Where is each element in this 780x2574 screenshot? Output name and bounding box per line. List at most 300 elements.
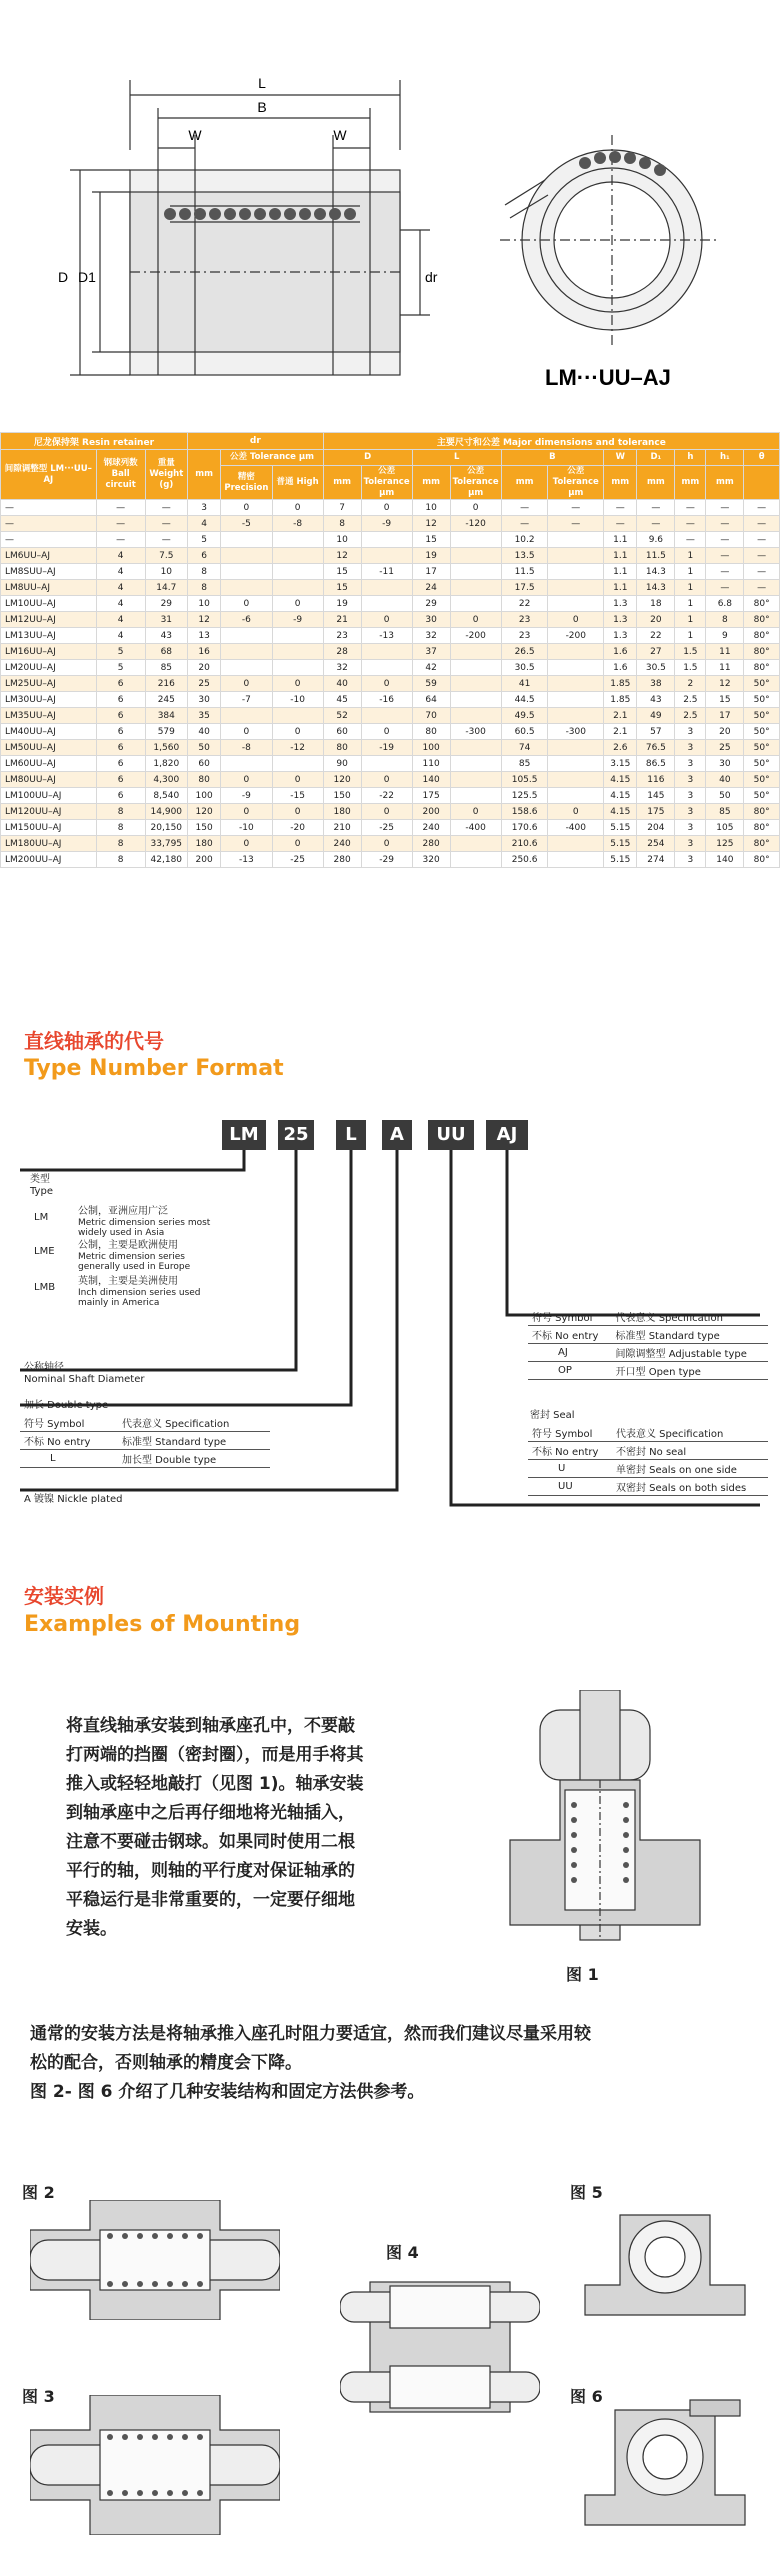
table-cell: 0 <box>272 596 323 612</box>
table-cell <box>272 660 323 676</box>
type-code: LME <box>34 1246 55 1257</box>
table-cell: 0 <box>272 772 323 788</box>
double-row-0-spec: 标准型 Standard type <box>118 1432 270 1450</box>
table-cell: 6 <box>187 548 220 564</box>
table-cell <box>450 596 501 612</box>
table-cell: 57 <box>637 724 675 740</box>
table-cell: 100 <box>412 740 450 756</box>
table-cell: 8,540 <box>145 788 187 804</box>
table-cell: 320 <box>412 852 450 868</box>
table-cell: 274 <box>637 852 675 868</box>
seal-row-2-spec: 双密封 Seals on both sides <box>612 1478 768 1496</box>
table-cell: 1.3 <box>604 628 637 644</box>
table-cell: — <box>706 564 744 580</box>
header-dr-mm: mm <box>187 450 220 500</box>
header-h1-mm: mm <box>706 466 744 500</box>
table-cell: 22 <box>637 628 675 644</box>
table-cell: -10 <box>272 692 323 708</box>
table-cell: LM180UU–AJ <box>1 836 97 852</box>
table-cell: 80° <box>744 820 780 836</box>
table-cell: 9.6 <box>637 532 675 548</box>
table-cell: 180 <box>323 804 361 820</box>
table-cell: 17.5 <box>501 580 548 596</box>
table-cell: 40 <box>323 676 361 692</box>
table-cell: 50° <box>744 724 780 740</box>
table-cell <box>450 852 501 868</box>
table-cell: LM100UU–AJ <box>1 788 97 804</box>
table-row <box>1 580 780 596</box>
seal-row-1-symbol: U <box>528 1460 612 1478</box>
header-ball-circuit: 钢球列数 Ball circuit <box>96 450 145 500</box>
table-cell: 30.5 <box>637 660 675 676</box>
header-h: h <box>675 450 706 466</box>
table-cell: 150 <box>187 820 220 836</box>
table-cell <box>272 564 323 580</box>
table-cell <box>450 740 501 756</box>
code-box-2: L <box>336 1120 366 1150</box>
type-desc-en: Metric dimension series most widely used in Asia <box>78 1218 211 1238</box>
table-cell: — <box>744 500 780 516</box>
table-cell: 5.15 <box>604 820 637 836</box>
table-cell: 6 <box>96 740 145 756</box>
spec-table-body <box>1 500 780 868</box>
table-cell: — <box>637 500 675 516</box>
dim-L: L <box>258 75 266 91</box>
table-cell <box>361 596 412 612</box>
table-cell: 32 <box>412 628 450 644</box>
table-cell: — <box>706 580 744 596</box>
table-cell <box>548 660 604 676</box>
table-cell: 1.6 <box>604 660 637 676</box>
table-cell: 43 <box>145 628 187 644</box>
table-cell: 216 <box>145 676 187 692</box>
table-cell: — <box>501 516 548 532</box>
table-cell: — <box>604 500 637 516</box>
table-cell: 120 <box>187 804 220 820</box>
table-cell: — <box>96 516 145 532</box>
header-precision: 精密 Precision <box>221 466 272 500</box>
table-cell: 2.1 <box>604 708 637 724</box>
table-cell: 140 <box>412 772 450 788</box>
double-row-0-symbol: 不标 No entry <box>20 1432 118 1450</box>
table-cell: 59 <box>412 676 450 692</box>
table-cell: 1.85 <box>604 676 637 692</box>
header-high: 普通 High <box>272 466 323 500</box>
table-cell <box>361 532 412 548</box>
table-cell: 12 <box>187 612 220 628</box>
dim-W-right: W <box>333 127 347 143</box>
header-h-mm: mm <box>675 466 706 500</box>
table-cell <box>450 756 501 772</box>
table-cell: 3 <box>675 820 706 836</box>
table-cell: 20 <box>637 612 675 628</box>
table-cell: 8 <box>96 852 145 868</box>
table-cell: 4 <box>96 564 145 580</box>
table-cell: 30 <box>187 692 220 708</box>
table-cell <box>548 756 604 772</box>
table-cell: 80° <box>744 852 780 868</box>
header-B: B <box>501 450 603 466</box>
table-cell: -20 <box>272 820 323 836</box>
table-cell: 25 <box>706 740 744 756</box>
table-cell <box>450 788 501 804</box>
table-cell: 150 <box>323 788 361 804</box>
table-cell: 50° <box>744 740 780 756</box>
adj-table <box>528 1308 768 1380</box>
table-cell: 2.1 <box>604 724 637 740</box>
table-row <box>1 772 780 788</box>
code-box-5: AJ <box>486 1120 528 1150</box>
table-cell <box>450 692 501 708</box>
table-cell: 50 <box>706 788 744 804</box>
table-cell: 15 <box>412 532 450 548</box>
table-cell: 12 <box>706 676 744 692</box>
double-title: 加长 Double type <box>24 1400 109 1411</box>
table-cell: 10 <box>145 564 187 580</box>
table-cell: — <box>744 532 780 548</box>
header-h1: h₁ <box>706 450 744 466</box>
table-cell: -19 <box>361 740 412 756</box>
table-cell: 1 <box>675 580 706 596</box>
table-cell: 1.6 <box>604 644 637 660</box>
table-cell: 0 <box>272 500 323 516</box>
table-row <box>1 628 780 644</box>
table-cell: 26.5 <box>501 644 548 660</box>
double-row-1-spec: 加长型 Double type <box>118 1450 270 1468</box>
type-header-cn: 类型 <box>30 1174 50 1185</box>
table-row <box>1 596 780 612</box>
table-cell: 100 <box>187 788 220 804</box>
table-cell <box>272 708 323 724</box>
table-cell: 3 <box>675 740 706 756</box>
table-cell: — <box>744 548 780 564</box>
table-cell: -120 <box>450 516 501 532</box>
dim-D1: D1 <box>78 269 96 285</box>
table-cell <box>361 756 412 772</box>
table-cell: — <box>706 516 744 532</box>
table-cell: 11.5 <box>637 548 675 564</box>
table-cell: 35 <box>187 708 220 724</box>
table-cell: 0 <box>361 500 412 516</box>
code-box-1: 25 <box>278 1120 314 1150</box>
table-cell: 1.3 <box>604 596 637 612</box>
table-cell <box>221 580 272 596</box>
table-cell: 30 <box>706 756 744 772</box>
table-cell: -8 <box>221 740 272 756</box>
table-cell <box>548 596 604 612</box>
table-cell: 23 <box>501 612 548 628</box>
table-cell: 80° <box>744 628 780 644</box>
table-cell: -9 <box>272 612 323 628</box>
table-cell: 1 <box>675 564 706 580</box>
table-cell <box>221 628 272 644</box>
table-cell: 70 <box>412 708 450 724</box>
table-cell: 50° <box>744 676 780 692</box>
table-cell <box>450 772 501 788</box>
table-cell: 125.5 <box>501 788 548 804</box>
table-cell <box>221 756 272 772</box>
mounting-paragraph-2 <box>30 2020 760 2107</box>
table-row <box>1 532 780 548</box>
table-cell: 37 <box>412 644 450 660</box>
type-header-en: Type <box>30 1186 53 1197</box>
table-cell: LM60UU–AJ <box>1 756 97 772</box>
adj-row-1-symbol: AJ <box>528 1344 612 1362</box>
table-cell: 0 <box>361 836 412 852</box>
table-cell: 0 <box>450 612 501 628</box>
table-cell: 14.3 <box>637 580 675 596</box>
table-cell: 1.1 <box>604 580 637 596</box>
table-cell: 80° <box>744 660 780 676</box>
table-cell: 19 <box>323 596 361 612</box>
table-row <box>1 804 780 820</box>
table-cell: 50° <box>744 788 780 804</box>
table-cell: — <box>675 516 706 532</box>
table-cell: 0 <box>221 500 272 516</box>
table-cell: 4 <box>96 596 145 612</box>
table-cell <box>548 676 604 692</box>
table-cell <box>272 532 323 548</box>
table-cell: -25 <box>272 852 323 868</box>
table-cell: 0 <box>221 724 272 740</box>
table-cell: 0 <box>221 836 272 852</box>
table-cell: 25 <box>187 676 220 692</box>
table-cell: 5.15 <box>604 836 637 852</box>
table-cell: 250.6 <box>501 852 548 868</box>
table-cell <box>272 628 323 644</box>
fig3-label: 图 3 <box>22 2387 55 2406</box>
table-cell: 245 <box>145 692 187 708</box>
seal-head-spec: 代表意义 Specification <box>612 1424 768 1442</box>
table-cell: 2 <box>675 676 706 692</box>
table-cell: 80° <box>744 612 780 628</box>
table-cell: 80 <box>323 740 361 756</box>
table-cell: 80° <box>744 804 780 820</box>
double-head-spec: 代表意义 Specification <box>118 1414 270 1432</box>
mounting-paragraph-1 <box>66 1712 486 1944</box>
header-dr: dr <box>187 433 323 450</box>
table-cell: 80 <box>187 772 220 788</box>
table-cell: -10 <box>221 820 272 836</box>
adj-row-2-symbol: OP <box>528 1362 612 1380</box>
table-cell: 240 <box>412 820 450 836</box>
table-cell: 31 <box>145 612 187 628</box>
table-cell <box>361 660 412 676</box>
figure-6-drawing <box>580 2395 750 2535</box>
table-cell <box>361 580 412 596</box>
table-cell: 110 <box>412 756 450 772</box>
table-cell: 210 <box>323 820 361 836</box>
table-cell: 0 <box>361 676 412 692</box>
table-cell: 0 <box>221 596 272 612</box>
table-cell: 20,150 <box>145 820 187 836</box>
table-cell: 41 <box>501 676 548 692</box>
table-cell <box>450 532 501 548</box>
table-cell: 1.1 <box>604 548 637 564</box>
para1-line: 注意不要碰击钢球。如果同时使用二根 <box>66 1832 355 1852</box>
table-cell: 52 <box>323 708 361 724</box>
table-cell: 90 <box>323 756 361 772</box>
table-cell: 20 <box>706 724 744 740</box>
table-cell: 4 <box>187 516 220 532</box>
table-cell: -300 <box>548 724 604 740</box>
adj-row-0-spec: 标准型 Standard type <box>612 1326 768 1344</box>
table-cell: LM30UU–AJ <box>1 692 97 708</box>
table-cell <box>221 532 272 548</box>
table-cell: — <box>145 532 187 548</box>
table-cell: 60 <box>323 724 361 740</box>
table-cell: 175 <box>637 804 675 820</box>
table-cell: 6 <box>96 756 145 772</box>
table-cell: 85 <box>145 660 187 676</box>
dim-D: D <box>58 269 69 285</box>
header-theta: θ <box>744 450 780 466</box>
table-cell: 23 <box>323 628 361 644</box>
table-cell: 6 <box>96 724 145 740</box>
spec-table <box>0 432 780 868</box>
table-cell: LM80UU–AJ <box>1 772 97 788</box>
table-cell: LM120UU–AJ <box>1 804 97 820</box>
table-cell: LM12UU–AJ <box>1 612 97 628</box>
table-cell: 3 <box>675 756 706 772</box>
fig1-label: 图 1 <box>566 1965 599 1984</box>
table-row <box>1 516 780 532</box>
table-cell: — <box>744 580 780 596</box>
table-cell: 33,795 <box>145 836 187 852</box>
code-box-0: LM <box>222 1120 266 1150</box>
double-row-1-symbol: L <box>20 1450 118 1468</box>
table-cell: 4 <box>96 548 145 564</box>
table-row <box>1 756 780 772</box>
para1-line: 到轴承座中之后再仔细地将光轴插入， <box>66 1803 355 1823</box>
table-cell: 3 <box>675 724 706 740</box>
table-cell: -29 <box>361 852 412 868</box>
table-cell: 5 <box>187 532 220 548</box>
table-cell: 40 <box>706 772 744 788</box>
table-cell: LM200UU–AJ <box>1 852 97 868</box>
table-row <box>1 692 780 708</box>
table-cell: 15 <box>706 692 744 708</box>
table-cell: 175 <box>412 788 450 804</box>
table-cell: 0 <box>221 676 272 692</box>
table-cell: 200 <box>187 852 220 868</box>
table-cell: 0 <box>272 724 323 740</box>
table-cell: 6 <box>96 692 145 708</box>
seal-head-symbol: 符号 Symbol <box>528 1424 612 1442</box>
table-cell: 12 <box>323 548 361 564</box>
table-cell: 4 <box>96 580 145 596</box>
fig2-label: 图 2 <box>22 2183 55 2202</box>
table-cell <box>548 788 604 804</box>
table-cell: 42 <box>412 660 450 676</box>
fig4-label: 图 4 <box>386 2243 419 2262</box>
adj-head-spec: 代表意义 Specification <box>612 1308 768 1326</box>
table-cell: 1.1 <box>604 564 637 580</box>
table-cell: 15 <box>323 580 361 596</box>
table-cell: — <box>706 500 744 516</box>
table-cell: 7 <box>323 500 361 516</box>
table-cell: 11.5 <box>501 564 548 580</box>
table-cell <box>450 644 501 660</box>
table-cell <box>450 548 501 564</box>
table-cell: — <box>706 548 744 564</box>
table-cell: 1 <box>675 612 706 628</box>
seal-table <box>528 1424 768 1496</box>
double-table <box>20 1414 270 1468</box>
table-cell: -9 <box>221 788 272 804</box>
table-cell: 6 <box>96 788 145 804</box>
table-cell: 13.5 <box>501 548 548 564</box>
table-cell: -11 <box>361 564 412 580</box>
table-cell: 2.6 <box>604 740 637 756</box>
type-format-title-cn: 直线轴承的代号 <box>24 1029 164 1053</box>
table-cell: 0 <box>361 612 412 628</box>
header-major: 主要尺寸和公差 Major dimensions and tolerance <box>323 433 779 450</box>
table-cell: -22 <box>361 788 412 804</box>
table-cell: LM10UU–AJ <box>1 596 97 612</box>
table-cell: 14.7 <box>145 580 187 596</box>
table-cell: 280 <box>412 836 450 852</box>
table-cell: LM8UU–AJ <box>1 580 97 596</box>
table-cell: 6 <box>96 676 145 692</box>
adj-row-2-spec: 开口型 Open type <box>612 1362 768 1380</box>
nominal-en: Nominal Shaft Diameter <box>24 1374 145 1385</box>
table-cell: 80° <box>744 644 780 660</box>
table-cell: LM40UU–AJ <box>1 724 97 740</box>
table-cell: -6 <box>221 612 272 628</box>
type-desc-cn: 公制，主要是欧洲使用 <box>78 1240 178 1251</box>
model-caption: LM···UU–AJ <box>545 365 671 390</box>
table-cell: — <box>675 500 706 516</box>
table-cell: 1.3 <box>604 612 637 628</box>
header-D-mm: mm <box>323 466 361 500</box>
table-cell: 0 <box>548 804 604 820</box>
para1-line: 平稳运行是非常重要的，一定要仔细地 <box>66 1890 355 1910</box>
header-dr-tol: 公差 Tolerance μm <box>221 450 323 466</box>
table-cell: — <box>145 516 187 532</box>
table-cell: LM25UU–AJ <box>1 676 97 692</box>
table-cell: 579 <box>145 724 187 740</box>
table-cell: -16 <box>361 692 412 708</box>
table-cell: 0 <box>272 804 323 820</box>
figure-3-drawing <box>30 2395 280 2535</box>
table-row <box>1 836 780 852</box>
table-row <box>1 548 780 564</box>
table-cell: LM8SUU–AJ <box>1 564 97 580</box>
table-cell: — <box>675 532 706 548</box>
para1-line: 平行的轴，则轴的平行度对保证轴承的 <box>66 1861 355 1881</box>
seal-row-1-spec: 单密封 Seals on one side <box>612 1460 768 1478</box>
table-row <box>1 644 780 660</box>
table-cell <box>450 580 501 596</box>
table-cell: 64 <box>412 692 450 708</box>
table-cell: 68 <box>145 644 187 660</box>
dim-B: B <box>257 99 267 115</box>
table-cell: 23 <box>501 628 548 644</box>
table-cell: 85 <box>706 804 744 820</box>
table-cell: 49 <box>637 708 675 724</box>
table-cell: 4 <box>96 628 145 644</box>
table-cell: 1,560 <box>145 740 187 756</box>
table-cell: -25 <box>361 820 412 836</box>
table-cell: 10 <box>187 596 220 612</box>
table-cell: 116 <box>637 772 675 788</box>
table-cell <box>361 708 412 724</box>
table-cell: 50° <box>744 692 780 708</box>
table-cell: 204 <box>637 820 675 836</box>
header-L: L <box>412 450 501 466</box>
table-cell: 29 <box>412 596 450 612</box>
